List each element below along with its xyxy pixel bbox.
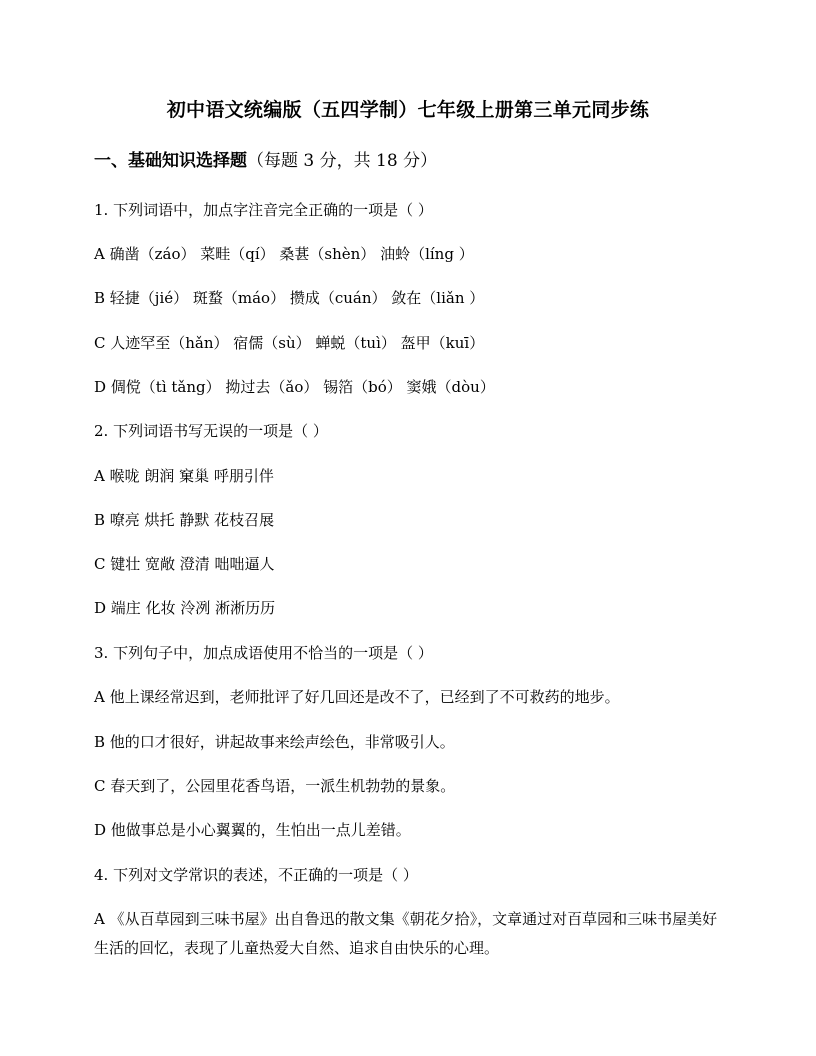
question-3-option-c: C 春天到了，公园里花香鸟语，一派生机勃勃的景象。: [94, 777, 456, 795]
question-1-option-d: D 倜傥（tì tǎng） 拗过去（ǎo） 锡箔（bó） 窦娥（dòu）: [94, 378, 495, 396]
question-1: 1. 下列词语中，加点字注音完全正确的一项是（ ）: [94, 201, 433, 219]
question-4-option-a: A 《从百草园到三味书屋》出自鲁迅的散文集《朝花夕拾》，文章通过对百草园和三味书屋美好生活的回忆，表现了儿童热爱大自然、追求自由快乐的心理。: [94, 910, 718, 957]
question-2-option-a: A 喉咙 朗润 窠巢 呼朋引伴: [94, 467, 274, 485]
question-2-option-b: B 嘹亮 烘托 静默 花枝召展: [94, 511, 275, 529]
page-title: 初中语文统编版（五四学制）七年级上册第三单元同步练: [166, 99, 650, 121]
question-2: 2. 下列词语书写无误的一项是（ ）: [94, 422, 328, 440]
question-3-option-a: A 他上课经常迟到，老师批评了好几回还是改不了，已经到了不可救药的地步。: [94, 688, 620, 706]
section-heading: [94, 148, 437, 174]
question-1-option-c: C 人迹罕至（hǎn） 宿儒（sù） 蝉蜕（tuì） 盔甲（kuī）: [94, 334, 485, 352]
question-2-option-c: C 键壮 宽敞 澄清 咄咄逼人: [94, 555, 275, 573]
section-heading-note: （每题 3 分，共 18 分）: [247, 151, 438, 171]
question-1-option-a: A 确凿（záo） 菜畦（qí） 桑葚（shèn） 油蛉（líng ）: [94, 245, 474, 263]
section-heading-text: 一、基础知识选择题: [94, 151, 247, 171]
question-3-option-d: D 他做事总是小心翼翼的，生怕出一点儿差错。: [94, 821, 411, 839]
question-2-option-d: D 端庄 化妆 泠冽 淅淅历历: [94, 599, 276, 617]
question-3: 3. 下列句子中，加点成语使用不恰当的一项是（ ）: [94, 644, 433, 662]
question-4: 4. 下列对文学常识的表述，不正确的一项是（ ）: [94, 866, 418, 884]
question-1-option-b: B 轻捷（jié） 斑蝥（máo） 攒成（cuán） 敛在（liǎn ）: [94, 289, 485, 307]
question-3-option-b: B 他的口才很好，讲起故事来绘声绘色，非常吸引人。: [94, 733, 455, 751]
